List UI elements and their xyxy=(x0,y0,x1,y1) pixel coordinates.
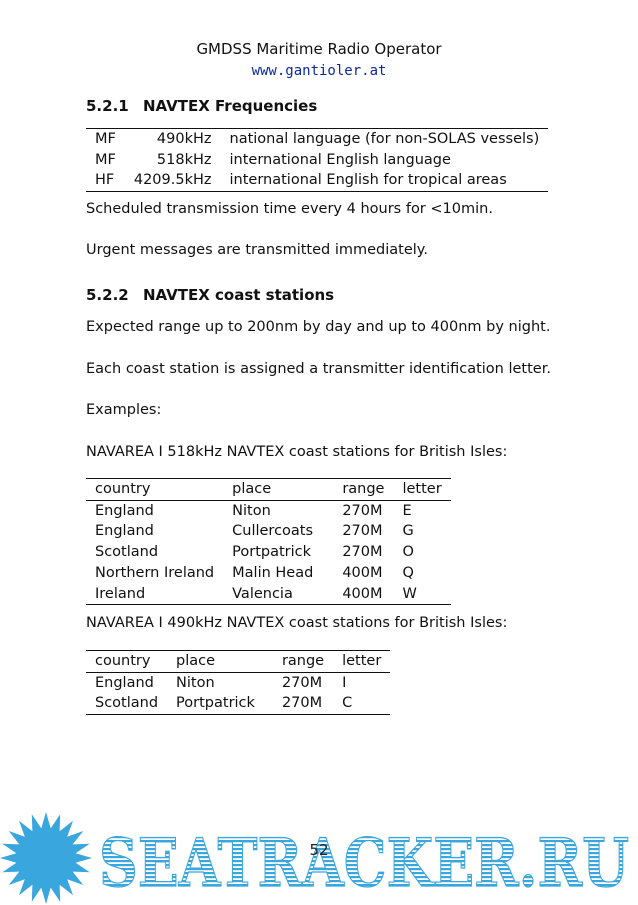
paragraph-range: Expected range up to 200nm by day and up to 400nm by night. xyxy=(86,319,551,335)
place-cell: Portpatrick xyxy=(176,695,255,712)
country-cell: Scotland xyxy=(95,695,159,712)
column-header-place: place xyxy=(223,479,333,501)
letter-cell: Q xyxy=(402,564,414,581)
column-header-letter: letter xyxy=(333,651,390,673)
frequency-cell: 490kHz xyxy=(156,131,212,147)
range-cell: 270M xyxy=(281,695,323,712)
range-cell: 400M xyxy=(342,585,383,602)
table-row xyxy=(86,170,548,191)
table2-caption: NAVAREA I 490kHz NAVTEX coast stations for British Isles: xyxy=(86,615,508,631)
country-cell: England xyxy=(95,674,154,691)
table-row xyxy=(86,542,451,563)
column-header-range: range xyxy=(333,479,393,501)
table-row xyxy=(86,150,548,171)
column-header-country: country xyxy=(86,479,223,501)
table1-caption: NAVAREA I 518kHz NAVTEX coast stations for British Isles: xyxy=(86,444,508,460)
column-header-letter: letter xyxy=(393,479,450,501)
running-header-title: GMDSS Maritime Radio Operator xyxy=(196,40,442,58)
place-cell: Niton xyxy=(232,502,271,519)
page-number: 52 xyxy=(309,841,329,859)
paragraph-urgent: Urgent messages are transmitted immediately. xyxy=(86,242,428,258)
band-cell: MF xyxy=(95,131,116,147)
country-cell: Ireland xyxy=(95,585,146,602)
range-cell: 270M xyxy=(342,523,383,540)
section-title: NAVTEX Frequencies xyxy=(143,97,318,115)
table-row xyxy=(86,584,451,605)
running-header-url[interactable]: www.gantioler.at xyxy=(251,63,387,79)
table-row xyxy=(86,521,451,542)
section-heading-frequencies xyxy=(86,96,317,116)
section-number: 5.2.2 xyxy=(86,286,129,304)
watermark-text: SEATRACKER.RU xyxy=(99,824,629,902)
stations-518-table xyxy=(86,478,451,605)
place-cell: Malin Head xyxy=(232,564,314,581)
section-number: 5.2.1 xyxy=(86,97,129,115)
column-header-place: place xyxy=(167,651,273,673)
table-row xyxy=(86,129,548,150)
table-row xyxy=(86,693,390,714)
range-cell: 270M xyxy=(281,674,323,691)
paragraph-identification: Each coast station is assigned a transmitter identification letter. xyxy=(86,361,551,377)
frequencies-table xyxy=(86,128,548,192)
letter-cell: E xyxy=(402,502,412,519)
description-cell: international English language xyxy=(229,151,451,168)
place-cell: Portpatrick xyxy=(232,544,312,561)
band-cell: HF xyxy=(95,172,115,189)
country-cell: Northern Ireland xyxy=(95,564,215,581)
column-header-country: country xyxy=(86,651,167,673)
letter-cell: C xyxy=(342,695,353,712)
column-header-range: range xyxy=(273,651,333,673)
letter-cell: O xyxy=(402,544,414,561)
stations-490-table xyxy=(86,650,390,715)
table-header-row xyxy=(86,651,390,673)
range-cell: 270M xyxy=(342,544,383,561)
country-cell: England xyxy=(95,523,154,540)
country-cell: Scotland xyxy=(95,544,159,561)
frequency-cell: 518kHz xyxy=(156,151,212,168)
place-cell: Niton xyxy=(176,674,215,691)
letter-cell: W xyxy=(402,585,417,602)
table-row xyxy=(86,672,390,693)
band-cell: MF xyxy=(95,151,116,168)
section-title: NAVTEX coast stations xyxy=(143,286,335,304)
paragraph-schedule: Scheduled transmission time every 4 hours for <10min. xyxy=(86,201,493,217)
description-cell: national language (for non-SOLAS vessels) xyxy=(229,131,540,147)
place-cell: Valencia xyxy=(232,585,293,602)
table-header-row xyxy=(86,479,451,501)
section-heading-coast-stations xyxy=(86,285,334,305)
range-cell: 400M xyxy=(342,564,383,581)
description-cell: international English for tropical areas xyxy=(229,172,507,189)
table-row xyxy=(86,563,451,584)
place-cell: Cullercoats xyxy=(232,523,314,540)
table-row xyxy=(86,500,451,521)
frequency-cell: 4209.5kHz xyxy=(133,172,212,189)
country-cell: England xyxy=(95,502,154,519)
range-cell: 270M xyxy=(342,502,383,519)
letter-cell: G xyxy=(402,523,414,540)
letter-cell: I xyxy=(342,674,347,691)
paragraph-examples: Examples: xyxy=(86,402,162,418)
